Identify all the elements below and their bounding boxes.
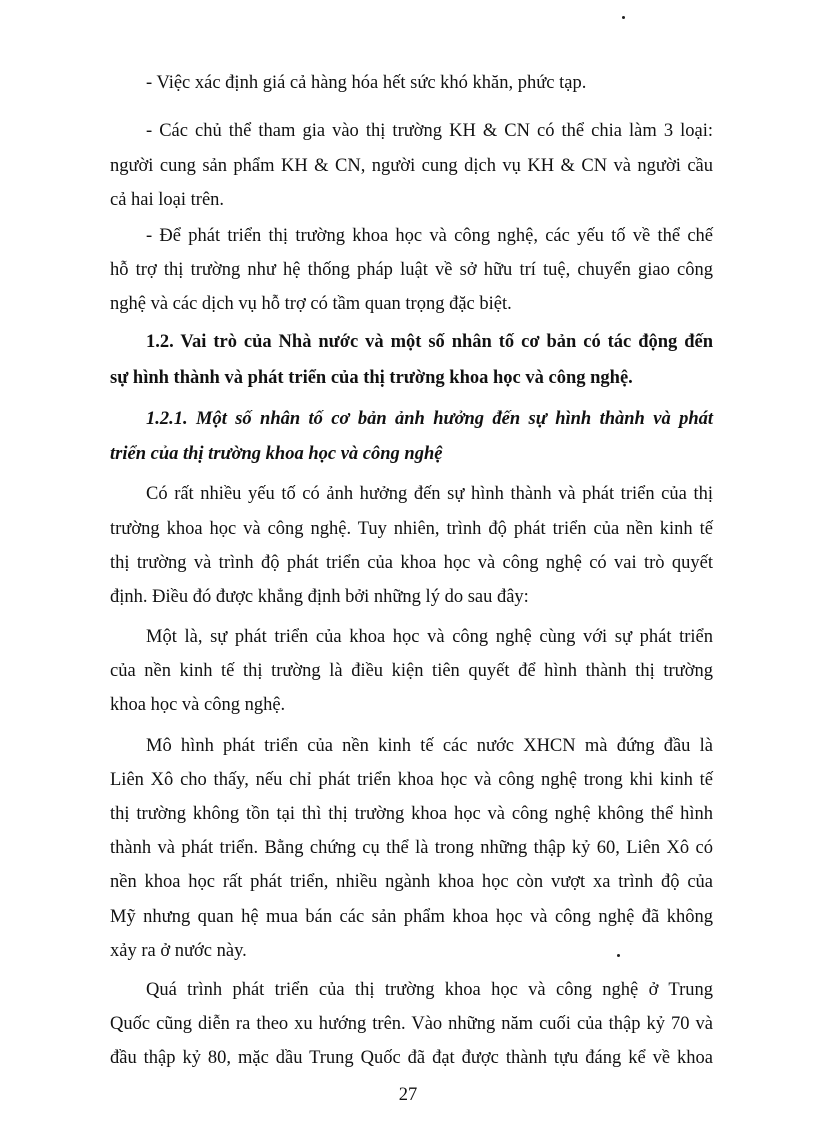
text-line: Một là, sự phát triển của khoa học và công nghệ cùng với sự phát triển xyxy=(146,627,713,647)
text-line: Có rất nhiều yếu tố có ảnh hưởng đến sự hình thành và phát triển của thị xyxy=(146,484,713,504)
text-line: thành và phát triển. Bằng chứng cụ thể là trong những thập kỷ 60, Liên Xô có xyxy=(110,838,713,858)
text-line: Mỹ nhưng quan hệ mua bán các sản phẩm khoa học và công nghệ đã không xyxy=(110,907,713,927)
text-line: hỗ trợ thị trường như hệ thống pháp luật về sở hữu trí tuệ, chuyển giao công xyxy=(110,260,713,280)
text-line: Quốc cũng diễn ra theo xu hướng trên. Vào những năm cuối của thập kỷ 70 và xyxy=(110,1014,713,1034)
text-line: người cung sản phẩm KH & CN, người cung dịch vụ KH & CN và người cầu xyxy=(110,156,713,176)
text-line: nền khoa học rất phát triển, nhiều ngành khoa học còn vượt xa trình độ của xyxy=(110,872,713,892)
text-line: Liên Xô cho thấy, nếu chỉ phát triển khoa học và công nghệ trong khi kinh tế xyxy=(110,770,713,790)
text-line: định. Điều đó được khẳng định bởi những lý do sau đây: xyxy=(110,587,529,607)
section-heading: 1.2. Vai trò của Nhà nước và một số nhân tố cơ bản có tác động đến xyxy=(146,332,713,352)
subsection-heading: triển của thị trường khoa học và công nghệ xyxy=(110,444,443,464)
text-line: của nền kinh tế thị trường là điều kiện tiên quyết để hình thành thị trường xyxy=(110,661,713,681)
text-line: - Để phát triển thị trường khoa học và công nghệ, các yếu tố về thể chế xyxy=(146,226,713,246)
text-line: - Các chủ thể tham gia vào thị trường KH & CN có thể chia làm 3 loại: xyxy=(146,121,713,141)
text-line: xảy ra ở nước này. xyxy=(110,941,247,961)
text-line: khoa học và công nghệ. xyxy=(110,695,286,715)
subsection-heading: 1.2.1. Một số nhân tố cơ bản ảnh hưởng đến sự hình thành và phát xyxy=(146,409,713,429)
text-line: Quá trình phát triển của thị trường khoa học và công nghệ ở Trung xyxy=(146,980,713,1000)
page-number: 27 xyxy=(398,1085,418,1105)
text-line: cả hai loại trên. xyxy=(110,190,225,210)
text-line: - Việc xác định giá cả hàng hóa hết sức khó khăn, phức tạp. xyxy=(146,73,587,93)
text-line: Mô hình phát triển của nền kinh tế các nước XHCN mà đứng đầu là xyxy=(146,736,713,756)
scan-speck xyxy=(622,16,625,19)
scan-speck xyxy=(617,954,620,957)
text-line: đầu thập kỷ 80, mặc dầu Trung Quốc đã đạt được thành tựu đáng kể về khoa xyxy=(110,1048,713,1068)
text-line: trường khoa học và công nghệ. Tuy nhiên, trình độ phát triển của nền kinh tế xyxy=(110,519,713,539)
section-heading: sự hình thành và phát triển của thị trường khoa học và công nghệ. xyxy=(110,368,633,388)
text-line: thị trường và trình độ phát triển của khoa học và công nghệ có vai trò quyết xyxy=(110,553,713,573)
text-line: nghệ và các dịch vụ hỗ trợ có tầm quan trọng đặc biệt. xyxy=(110,294,512,314)
text-line: thị trường không tồn tại thì thị trường khoa học và công nghệ không thể hình xyxy=(110,804,713,824)
